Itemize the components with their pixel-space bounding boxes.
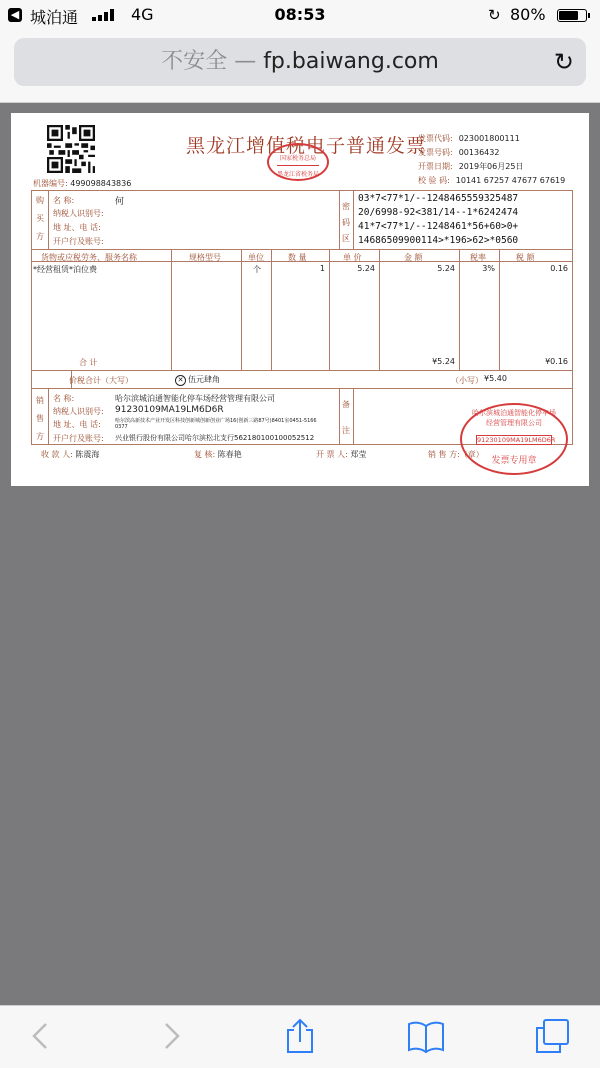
bookmarks-icon[interactable] — [406, 1018, 446, 1054]
back-to-app-label[interactable]: 城泊通 — [30, 8, 79, 27]
stamp-company: 哈尔滨城泊通智能化停车场经营管理有限公司 — [472, 409, 556, 427]
item-qty: 1 — [319, 264, 325, 273]
col-header-name: 货物或应税劳务、服务名称 — [41, 253, 137, 262]
seller-bank: 兴业银行股份有限公司哈尔滨松北支行562180100100052512 — [115, 434, 315, 442]
buyer-name-label: 名 称: — [53, 196, 75, 205]
seal-line-2: 黑龙江省税务局 — [276, 171, 319, 178]
buyer-taxid-label: 纳税人识别号: — [53, 209, 104, 218]
seller-name-label: 名 称: — [53, 394, 75, 403]
tabs-icon[interactable] — [532, 1018, 572, 1054]
tax-authority-seal — [267, 143, 329, 181]
url-separator: — — [234, 49, 257, 74]
invoice-document: 黑龙江增值税电子普通发票 国家税务总局 黑龙江省税务局 发票代码: 023001800111 发票号码: 00136432 开票日期: 2019年06月25日 校 验 码: 10141 67257 47677 67619 机器编号: 499098843836 购 买 方 名 称: 何 纳税人识别号: 地 址、电 话: 开户行及账号: 密 码 区 03*7<77*1/--1248465559325487 20/6998-92<381/14--1*6242474 41*7<77*1/--1248461*56+60>0+ 14686509900114>*196>62>*0560 货物或应税劳务、服务名称 规格型号 单位 数 量 单 价 金 额 税率 税 额 *经营租赁*泊位费 个 1 5.24 5.24 3% 0.16 合 计 ¥5.24 ¥0.16 价税合计（大写） ✕ 伍元肆角 （小写） ¥5.40 销 售 方 名 称: 哈尔滨城泊通智能化停车场经营管理有限公司 纳税人识别号: 91230109MA19LM6D6R 地 址、电 话: 哈尔滨高新技术产业开发区科技创新城创新创业广场16(创新三路87号)8401室0451-5166 0377 开户行及账号: 兴业银行股份有限公司哈尔滨松北支行562180100100052512 备 注 收 款 人: 陈震海 复 核: 陈春艳 开 票 人: 郑莹 销 售 方:（章） 哈尔滨城泊通智能化停车场经营管理有限公司 91230109MA19LM6D6R 发票专用章 — [11, 113, 589, 486]
machine-number: 机器编号: 499098843836 — [33, 179, 132, 188]
address-bar[interactable] — [14, 38, 586, 86]
item-unit: 个 — [253, 265, 261, 274]
seller-address: 哈尔滨高新技术产业开发区科技创新城创新创业广场16(创新三路87号)8401室0451-5166 — [115, 418, 317, 424]
share-icon[interactable] — [280, 1018, 320, 1054]
col-header-amount: 金 额 — [404, 253, 423, 262]
address-area — [0, 32, 600, 103]
buyer-address-label: 地 址、电 话: — [53, 223, 101, 232]
payee: 收 款 人: 陈震海 — [41, 450, 100, 459]
cross-circle-icon: ✕ — [175, 375, 186, 386]
seller-address-label: 地 址、电 话: — [53, 420, 101, 429]
buyer-name: 何 — [115, 197, 125, 207]
grand-total-chinese: ✕ 伍元肆角 — [175, 374, 220, 386]
reload-icon[interactable]: ↻ — [553, 48, 574, 76]
grand-total-label: 价税合计（大写） — [69, 376, 133, 385]
seller-bank-label: 开户行及账号: — [53, 434, 104, 443]
back-icon[interactable] — [22, 1018, 62, 1054]
seller-name: 哈尔滨城泊通智能化停车场经营管理有限公司 — [115, 394, 275, 403]
network-type: 4G — [131, 5, 154, 24]
item-tax: 0.16 — [550, 264, 568, 273]
cipher-line: 41*7<77*1/--1248461*56+60>0+ — [358, 221, 519, 232]
total-amount: ¥5.24 — [432, 357, 455, 366]
invoice-stamp — [460, 403, 568, 475]
qr-code — [47, 125, 95, 173]
check-code: 校 验 码: 10141 67257 47677 67619 — [418, 176, 566, 185]
cipher-line: 20/6998-92<381/14--1*6242474 — [358, 207, 519, 218]
item-price: 5.24 — [357, 264, 375, 273]
grand-total-small: ¥5.40 — [484, 374, 507, 383]
status-bar — [0, 0, 600, 32]
seller-address-line2: 0377 — [115, 424, 128, 430]
drawer: 开 票 人: 郑莹 — [316, 450, 367, 459]
col-header-qty: 数 量 — [288, 253, 307, 262]
seller-stamp-label: 销 售 方:（章） — [428, 450, 484, 459]
forward-icon[interactable] — [150, 1018, 190, 1054]
total-tax: ¥0.16 — [545, 357, 568, 366]
browser-toolbar — [0, 1005, 600, 1068]
item-name: *经营租赁*泊位费 — [33, 265, 97, 274]
battery-icon — [557, 9, 587, 22]
cipher-line: 03*7<77*1/--1248465559325487 — [358, 193, 519, 204]
reviewer: 复 核: 陈春艳 — [194, 450, 242, 459]
item-rate: 3% — [482, 264, 495, 273]
seal-line-1: 国家税务总局 — [279, 155, 316, 162]
total-label: 合 计 — [79, 358, 98, 367]
col-header-spec: 规格型号 — [189, 253, 221, 262]
item-amount: 5.24 — [437, 264, 455, 273]
stamp-label: 发票专用章 — [491, 456, 537, 466]
orientation-lock-icon: ↻ — [488, 6, 501, 24]
col-header-unit: 单位 — [248, 253, 264, 262]
battery-percent: 80% — [510, 5, 546, 24]
seller-taxid-label: 纳税人识别号: — [53, 407, 104, 416]
col-header-price: 单 价 — [343, 253, 362, 262]
grand-total-small-label: （小写） — [451, 376, 483, 385]
stamp-taxid: 91230109MA19LM6D6R — [477, 436, 556, 444]
url-domain: fp.baiwang.com — [263, 49, 439, 74]
security-label: 不安全 — [161, 49, 228, 74]
invoice-title: 黑龙江增值税电子普通发票 — [186, 135, 427, 157]
invoice-date: 开票日期: 2019年06月25日 — [418, 162, 524, 171]
clock: 08:53 — [274, 5, 326, 24]
buyer-bank-label: 开户行及账号: — [53, 237, 104, 246]
cipher-line: 14686509900114>*196>62>*0560 — [358, 235, 519, 246]
col-header-tax: 税 额 — [516, 253, 535, 262]
invoice-number: 发票号码: 00136432 — [418, 148, 500, 157]
invoice-code: 发票代码: 023001800111 — [418, 134, 520, 143]
back-to-app-icon[interactable]: ◀ — [8, 8, 22, 22]
col-header-rate: 税率 — [470, 253, 486, 262]
seller-taxid: 91230109MA19LM6D6R — [115, 405, 224, 415]
